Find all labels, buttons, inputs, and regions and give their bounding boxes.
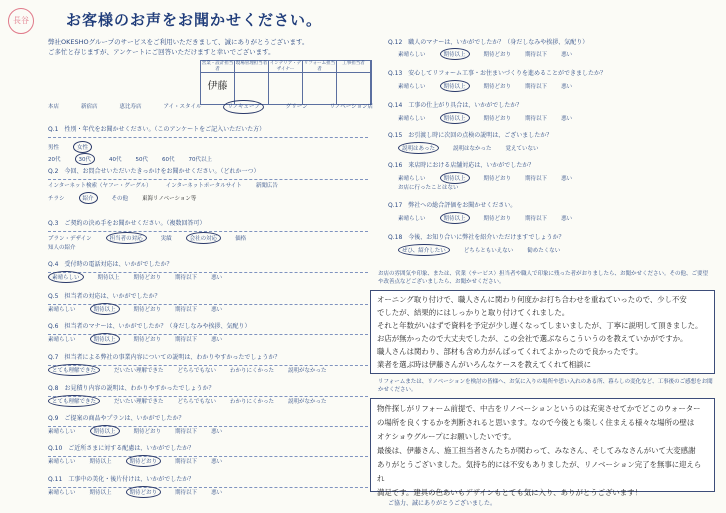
question-13: Q.13 安心してリフォーム工事・お住まいづくりを進めることができましたか？ (388, 70, 606, 77)
question-11: Q.11 工事中の美化・後片付けは、いかがでしたか？ (48, 474, 368, 488)
q17-options: 素晴らしい 期待以上 期待どおり 期待以下 悪い (398, 212, 586, 224)
comment-1-label: お店の雰囲気や印象、または、営業（サービス）担当者や職人で印象に残った者がおりましたら、お聞かせください。その他、ご要望や改善点などございましたら、お聞かせください。 (378, 271, 709, 285)
q2-handwritten: 東海リノベーション等 (142, 196, 197, 202)
q3-options: プラン・デザイン 担当者の対応 実績 会社の対応 価格 (48, 232, 260, 244)
q1-options: 男性 女性 (48, 141, 106, 153)
question-6: Q.6 担当者のマナーは、いかがでしたか？（身だしなみや挨拶、気配り） (48, 321, 368, 335)
q12-options: 素晴らしい 期待以上 期待どおり 期待以下 悪い (398, 48, 586, 60)
question-2: Q.2 今回、お問合せいただいたきっかけをお聞かせください。（どれか一つ） (48, 166, 368, 180)
question-7: Q.7 担当者による弊社の事業内容についての説明は、わかりやすかったでしょうか？ (48, 352, 368, 366)
store-list: 本店 新宿店 恵比寿店 アイ・スタイル リノキューブ グリーン リノベーション店 (48, 100, 395, 114)
staff-name: 伊藤 (201, 73, 235, 104)
question-18: Q.18 今後、お知り合いに弊社を紹介いただけますでしょうか？ (388, 234, 565, 241)
q18-options: ぜひ、紹介したい どちらともいえない 勧めたくない (398, 244, 574, 256)
q9-options: 素晴らしい 期待以上 期待どおり 期待以下 悪い (48, 425, 236, 437)
footer-text: ご協力、誠にありがとうございました。 (388, 500, 497, 507)
comment-2-label: リフォームまたは、リノベーションを検討の皆様へ、お気に入りの場所や思い入れのある所、暮らしの変化など、工事後のご感想をお聞かせください。 (378, 379, 713, 393)
q16-options: 素晴らしい 期待以上 期待どおり 期待以下 悪い (398, 172, 586, 184)
q13-options: 素晴らしい 期待以上 期待どおり 期待以下 悪い (398, 80, 586, 92)
question-9: Q.9 ご提案の商品やプランは、いかがでしたか？ (48, 413, 368, 427)
q3-options-2: 知人の紹介 (48, 245, 76, 251)
q4-options: 素晴らしい 期待以上 期待どおり 期待以下 悪い (48, 271, 236, 283)
q11-options: 素晴らしい 期待以上 期待どおり 期待以下 悪い (48, 486, 236, 498)
comment-2-text: 物件探しがリフォーム前提で、中古をリノベーションというのは充実させてかでどこのウォーター の場所を良くするかを判断されると思います。なので今後とも楽しく住まえる様々な場所の壁は オケショウグループにお願いしたいです。 最後は、伊藤さん、施工担当者さんたちが関わって、みなさん、そしてみなさんがいて大変感謝 ありがとうございました。気持ち的には不安もありましたが、リノベーション完了を無事に迎えられ 満足です。建具の色あいもデザインもとても気に入り、ありがとうございます！ (377, 404, 702, 497)
staff-table: 営業・設計担当者 現場管理担当者 インテリア・デザイナー リフォーム担当者 工事担当者 伊藤 (200, 60, 372, 105)
q6-options: 素晴らしい 期待以上 期待どおり 期待以下 悪い (48, 333, 236, 345)
q14-options: 素晴らしい 期待以上 期待どおり 期待以下 悪い (398, 112, 586, 124)
comment-2-box (370, 398, 715, 497)
comment-1-text: オーニング取り付けで、職人さんに関わり何度かお打ち合わせを重ねていったので、少し不安 でしたが、結果的にはしっかりと取り付けてくれました。 それと年数がいはずで資料を予定が少し遅くなってしまいましたが、丁寧に説明して頂きました。 お店が無かったので大丈夫でしたが、この会社で選ぶならこういうのを教えていかがですか。 職人さんは関わり、部材も含め力がんばってくれてよかったので良かったです。 業者を選ぶ時は伊藤さんがいろんなケースを教えてくれて相談に (377, 295, 703, 369)
question-15: Q.15 お引渡し時に次回の点検の説明は、ございましたか？ (388, 132, 553, 139)
q7-options: とても理解できた だいたい理解できた どちらでもない わかりにくかった 説明がなかった (48, 364, 341, 376)
q16-options-2: お店に行ったことはない (398, 185, 459, 191)
question-16: Q.16 来店時における店舗対応は、いかがでしたか？ (388, 162, 535, 169)
question-4: Q.4 受付時の電話対応は、いかがでしたか？ (48, 259, 368, 273)
q5-options: 素晴らしい 期待以上 期待どおり 期待以下 悪い (48, 303, 236, 315)
intro-text: 弊社OKESHOグループのサービスをご利用いただきまして、誠にありがとうございます。 ご多忙と存じますが、アンケートにご回答いただけますと幸いでございます。 (48, 38, 309, 56)
question-10: Q.10 ご近所さまに対する配慮は、いかがでしたか？ (48, 443, 368, 457)
page-title: お客様のお声をお聞かせください。 (66, 11, 323, 29)
question-5: Q.5 担当者の対応は、いかがでしたか？ (48, 291, 368, 305)
q8-options: とても理解できた だいたい理解できた どちらでもない わかりにくかった 説明がなかった (48, 395, 341, 407)
reception-stamp: 長谷 (8, 8, 34, 34)
question-17: Q.17 弊社への総合評価をお聞かせください。 (388, 202, 517, 209)
q2-options: インターネット検索（ヤフー・グーグル） インターネットポータルサイト 新聞広告 (48, 183, 278, 189)
question-3: Q.3 ご契約の決め手をお聞かせください。（複数回答可） (48, 218, 368, 232)
question-8: Q.8 お見積り内容の説明は、わかりやすかったでしょうか？ (48, 383, 368, 397)
q2-options-2: チラシ 紹介 その他 東海リノベーション等 (48, 192, 210, 204)
q15-options: 説明はあった 説明はなかった 覚えていない (398, 142, 552, 154)
question-1: Q.1 性別・年代をお聞かせください。（このアンケートをご記入いただいた方） (48, 124, 368, 138)
question-14: Q.14 工事の仕上がり具合は、いかがでしたか？ (388, 102, 523, 109)
q10-options: 素晴らしい 期待以上 期待どおり 期待以下 悪い (48, 455, 236, 467)
question-12: Q.12 職人のマナーは、いかがでしたか？（身だしなみや挨拶、気配り） (388, 39, 589, 46)
comment-1-box (370, 290, 715, 374)
q1-ages: 20代 30代 40代 50代 60代 70代以上 (48, 153, 226, 165)
